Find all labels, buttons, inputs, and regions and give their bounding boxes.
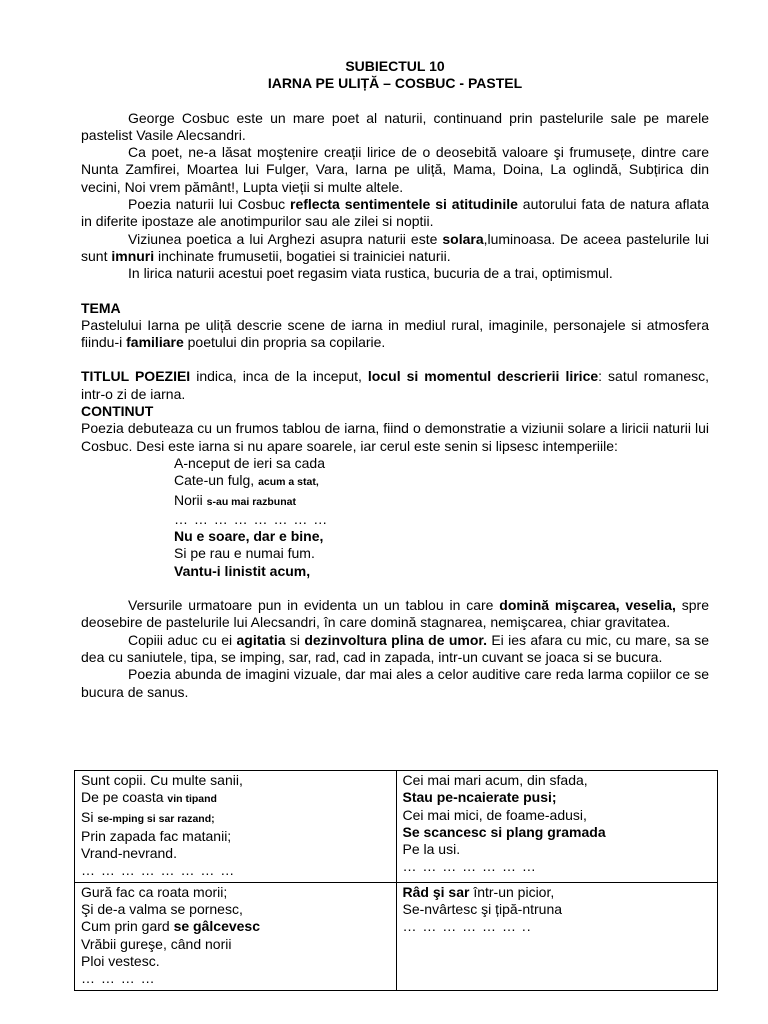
intro-paragraph-5: In lirica naturii acestui poet regasim viata rustica, bucuria de a trai, optimismul. [128,265,613,282]
verse-line: Vantu-i linistit acum, [174,562,311,579]
poem-title: IARNA PE ULIȚĂ – COSBUC - PASTEL [267,75,523,92]
intro-paragraph-4: Viziunea poetica a lui Arghezi asupra naturii este solara,luminoasa. De aceea pastelurile lui sunt imnuri inchinate frumusetii, bogatiei si trainiciei naturii. [81,230,709,264]
subject-title: SUBIECTUL 10 [345,58,445,74]
verse-line: A-nceput de ieri sa cada [174,454,325,471]
poem-line: Se scancesc si plang gramada [402,823,606,840]
tema-text: Pastelului Iarna pe uliță descrie scene de iarna in mediul rural, imaginile, personajele si atmosfera fiindu-i familiare poetului din propria sa copilarie. [81,316,709,351]
poem-cell [75,882,397,990]
verse-block [81,455,709,580]
verse-line: Nu e soare, dar e bine, [174,528,324,545]
body-paragraph-3: Poezia abunda de imagini vizuale, dar mai ales a celor auditive care reda larma copiilor ce se bucura de sanus. [81,666,709,700]
poem-ellipsis: … … … … … … .. [402,918,532,935]
verse-line: Si pe rau e numai fum. [174,545,315,562]
poem-line: Se-nvârtesc şi țipă-ntruna [402,901,563,918]
poem-line: Stau pe-ncaierate pusi; [402,789,557,806]
poem-line: Sunt copii. Cu multe sanii, [81,772,243,788]
poem-line: Vrăbii gureşe, când norii [81,935,232,952]
verse-ellipsis: … … … … … … … … [174,510,329,527]
poem-line: Vrand-nevrand. [81,845,177,862]
poem-line: Cum prin gard se gâlcevesc [81,918,260,935]
body-paragraph-2: Copiii aduc cu ei agitatia si dezinvoltura plina de umor. Ei ies afara cu mic, cu mare, sa se dea cu saniutele, tipa, se imping, sar, rad, cad in zapada, intr-un cuvant se joaca si se bucura. [81,631,710,665]
titlul-paragraph: TITLUL POEZIEI indica, inca de la inceput, locul si momentul descrierii lirice: satul romanesc, intr-o zi de iarna. [81,368,709,402]
poem-ellipsis: … … … … … … … [402,858,537,875]
poem-ellipsis: … … … … [81,970,156,987]
poem-ellipsis: … … … … … … … … [81,862,236,879]
poem-line: Ploi vestesc. [81,952,160,969]
poem-line: Prin zapada fac matanii; [81,827,232,844]
poem-cell [396,882,718,990]
body-paragraph-1: Versurile urmatoare pun in evidenta un un tablou in care domină mişcarea, veselia, spre deosebire de pastelurile lui Alecsandri, în care domină stagnarea, nemişcarea, chiar gravitatea. [81,597,710,631]
continut-heading: CONTINUT [81,403,154,420]
poem-table [74,770,718,991]
poem-line: Pe la usi. [402,841,461,858]
poem-line: Gură fac ca roata morii; [81,883,228,900]
continut-text: Poezia debuteaza cu un frumos tablou de iarna, fiind o demonstratie a viziunii solare a liricii naturii lui Cosbuc. Desi este iarna si nu apare soarele, iar cerul este senin si lipsesc intemperiile: [81,420,709,454]
poem-line: Cei mai mari acum, din sfada, [402,772,588,788]
verse-line: Cate-un fulg, acum a stat, [174,472,319,489]
document-page [81,58,709,701]
poem-cell [75,771,397,883]
intro-paragraph-2: Ca poet, ne-a lăsat moştenire creații lirice de o deosebită valoare şi frumusețe, dintre care Nunta Zamfirei, Moartea lui Fulger, Vara, Iarna pe uliță, Mama, Doina, La oglindă, Subțirica din vecini, Noi vrem pământ!, Lupta vieții si multe altele. [81,144,709,195]
poem-cell [396,771,718,883]
verse-line: Norii s-au mai razbunat [174,491,296,508]
poem-line: Si se-mping si sar razand; [81,808,215,825]
poem-line: Şi de-a valma se pornesc, [81,901,243,918]
tema-heading: TEMA [81,299,121,316]
intro-paragraph-1: George Cosbuc este un mare poet al naturii, continuand prin pastelurile sale pe marele pastelist Vasile Alecsandri. [81,109,709,143]
poem-line: Râd şi sar într-un picior, [402,883,555,900]
poem-line: De pe coasta vin tipand [81,789,217,806]
poem-line: Cei mai mici, de foame-adusi, [402,806,587,823]
intro-paragraph-3: Poezia naturii lui Cosbuc reflecta sentimentele si atitudinile autorului fata de natura aflata in diferite ipostaze ale anotimpurilor sau ale zilei si noptii. [81,196,709,230]
